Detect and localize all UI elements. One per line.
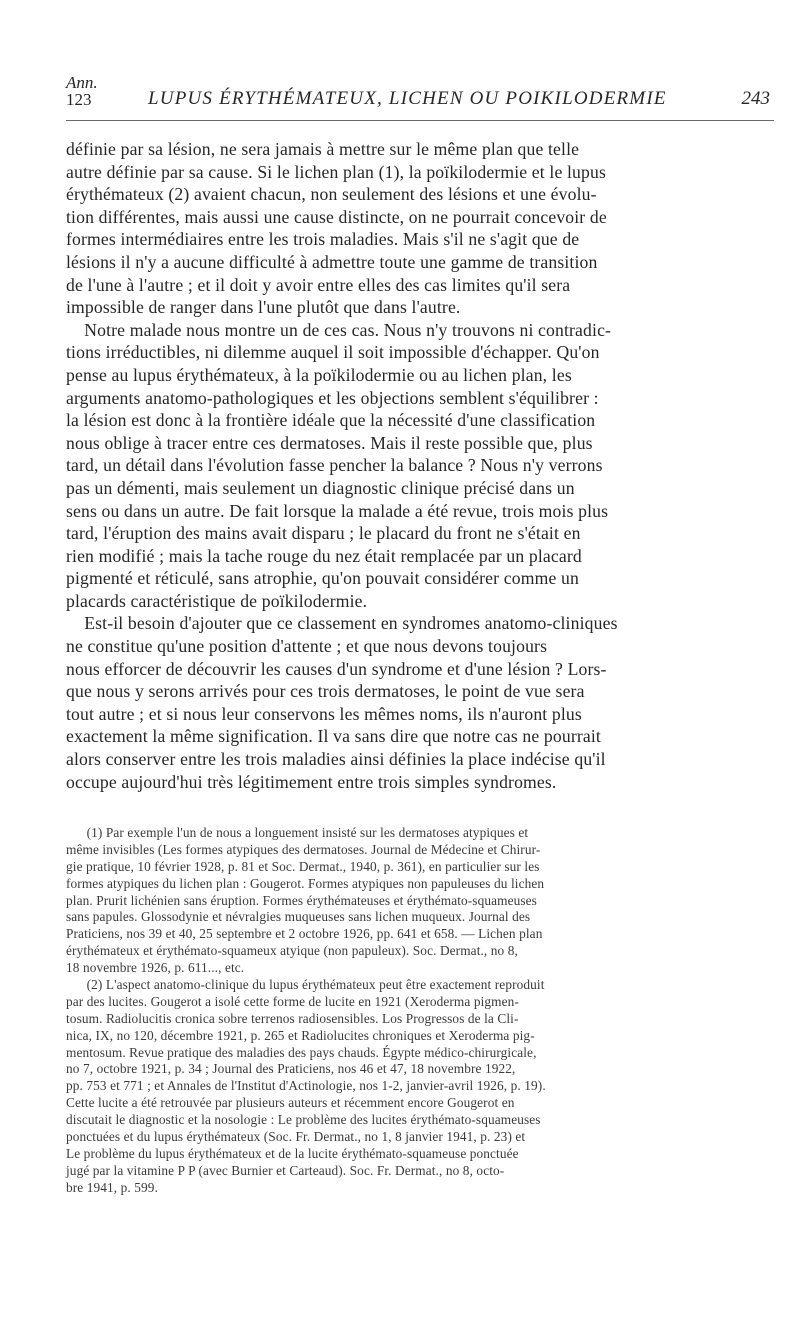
footnote-line: (2) L'aspect anatomo-clinique du lupus érythémateux peut être exactement reproduit (66, 977, 545, 993)
paragraph-line: ne constitue qu'une position d'attente ; et que nous devons toujours (66, 636, 548, 657)
paragraph-line: occupe aujourd'hui très légitimement entre trois simples syndromes. (66, 771, 557, 792)
paragraph-line: pigmenté et réticulé, sans atrophie, qu'on pouvait considérer comme un (66, 568, 579, 589)
volume-number: 123 (66, 90, 92, 109)
paragraph-line: sens ou dans un autre. De fait lorsque la malade a été revue, trois mois plus (66, 500, 609, 521)
paragraph-line: tard, un détail dans l'évolution fasse pencher la balance ? Nous n'y verrons (66, 455, 603, 476)
footnote-line: gie pratique, 10 février 1928, p. 81 et Soc. Dermat., 1940, p. 361), en particulier sur les (66, 858, 540, 874)
paragraph-line: tard, l'éruption des mains avait disparu ; le placard du front ne s'était en (66, 523, 581, 544)
paragraph-line: Est-il besoin d'ajouter que ce classement en syndromes anatomo-cliniques (66, 613, 618, 634)
footnote-line: nica, IX, no 120, décembre 1921, p. 265 et Radiolucites chroniques et Xeroderma pig- (66, 1027, 535, 1043)
footnote-line: sans papules. Glossodynie et névralgies muqueuses sans lichen muqueux. Journal des (66, 909, 531, 925)
paragraph-line: de l'une à l'autre ; et il doit y avoir entre elles des cas limites qu'il sera (66, 274, 571, 295)
footnote-line: Le problème du lupus érythémateux et de la lucite érythémato-squameuse ponctuée (66, 1145, 519, 1161)
footnote-line: par des lucites. Gougerot a isolé cette forme de lucite en 1921 (Xeroderma pigmen- (66, 993, 519, 1009)
footnote-line: jugé par la vitamine P P (avec Burnier et Carteaud). Soc. Fr. Dermat., no 8, octo- (66, 1162, 505, 1178)
paragraph-line: que nous y serons arrivés pour ces trois dermatoses, le point de vue sera (66, 681, 585, 702)
page-number: 243 (741, 88, 770, 109)
running-title: LUPUS ÉRYTHÉMATEUX, LICHEN OU POIKILODERMIE (148, 88, 667, 109)
paragraph-line: lésions il n'y a aucune difficulté à admettre toute une gamme de transition (66, 251, 598, 272)
footnote-line: (1) Par exemple l'un de nous a longuement insisté sur les dermatoses atypiques et (66, 825, 529, 840)
footnote-line: ponctuées et du lupus érythémateux (Soc. Fr. Dermat., no 1, 8 janvier 1941, p. 23) et (66, 1129, 526, 1145)
paragraph-line: pas un démenti, mais seulement un diagnostic clinique précisé dans un (66, 477, 575, 498)
paragraph-line: formes intermédiaires entre les trois maladies. Mais s'il ne s'agit que de (66, 229, 580, 250)
footnote-line: Cette lucite a été retrouvée par plusieurs auteurs et récemment encore Gougerot en (66, 1095, 515, 1111)
footnote-line: formes atypiques du lichen plan : Gougerot. Formes atypiques non papuleuses du lichen (66, 875, 545, 891)
footnote-line: mentosum. Revue pratique des maladies des pays chauds. Égypte médico-chirurgicale, (66, 1044, 537, 1060)
paragraph-line: pense au lupus érythémateux, à la poïkilodermie ou au lichen plan, les (66, 364, 572, 385)
paragraph-line: alors conserver entre les trois maladies ainsi définies la place indécise qu'il (66, 749, 606, 770)
paragraph-line: la lésion est donc à la frontière idéale que la nécessité d'une classification (66, 410, 596, 431)
footnote-line: tosum. Radiolucitis cronica sobre terrenos radiosensibles. Los Progressos de la Cli- (66, 1010, 519, 1026)
footnote-line: bre 1941, p. 599. (66, 1179, 159, 1195)
footnote-line: pp. 753 et 771 ; et Annales de l'Institut d'Actinologie, nos 1-2, janvier-avril 1926, p. 19). (66, 1078, 546, 1094)
paragraph-line: tions irréductibles, ni dilemme auquel il soit impossible d'échapper. Qu'on (66, 342, 600, 363)
paragraph-line: autre définie par sa cause. Si le lichen plan (1), la poïkilodermie et le lupus (66, 161, 606, 182)
paragraph-line: définie par sa lésion, ne sera jamais à mettre sur le même plan que telle (66, 139, 580, 159)
paragraph-line: exactement la même signification. Il va sans dire que notre cas ne pourrait (66, 726, 601, 747)
paragraph-line: tion différentes, mais aussi une cause distincte, on ne pourrait concevoir de (66, 206, 607, 227)
paragraph-line: nous efforcer de découvrir les causes d'un syndrome et d'une lésion ? Lors- (66, 658, 607, 679)
footnote-line: 18 novembre 1926, p. 611..., etc. (66, 960, 245, 976)
footnote-line: Praticiens, nos 39 et 40, 25 septembre et 2 octobre 1926, pp. 641 et 658. — Lichen plan (66, 926, 543, 942)
paragraph-line: nous oblige à tracer entre ces dermatoses. Mais il reste possible que, plus (66, 432, 593, 453)
paragraph-line: érythémateux (2) avaient chacun, non seulement des lésions et une évolu- (66, 184, 597, 205)
footnote-line: plan. Prurit lichénien sans éruption. Formes érythémateuses et érythémato-squameuses (66, 892, 537, 908)
footnote-line: même invisibles (Les formes atypiques des dermatoses. Journal de Médecine et Chirur- (66, 841, 541, 857)
paragraph-line: Notre malade nous montre un de ces cas. Nous n'y trouvons ni contradic- (66, 319, 612, 340)
footnote-line: érythémateux et érythémato-squameux atyique (non papuleux). Soc. Dermat., no 8, (66, 943, 518, 959)
journal-abbreviation (66, 74, 136, 108)
paragraph-line: rien modifié ; mais la tache rouge du nez était remplacée par un placard (66, 545, 582, 566)
header-rule (66, 120, 774, 121)
body-text (66, 138, 788, 793)
footnote-line: discutait le diagnostic et la nosologie : Le problème des lucites érythémato-squameuses (66, 1112, 541, 1128)
footnote-line: no 7, octobre 1921, p. 34 ; Journal des Praticiens, nos 46 et 47, 18 novembre 1922, (66, 1061, 516, 1077)
paragraph-line: arguments anatomo-pathologiques et les objections semblent s'équilibrer : (66, 387, 599, 408)
paragraph-line: impossible de ranger dans l'une plutôt que dans l'autre. (66, 297, 461, 318)
paragraph-line: placards caractéristique de poïkilodermie. (66, 590, 368, 611)
footnotes (66, 825, 788, 1197)
paragraph-line: tout autre ; et si nous leur conservons les mêmes noms, ils n'auront plus (66, 703, 582, 724)
ann-label: Ann. (66, 73, 98, 92)
